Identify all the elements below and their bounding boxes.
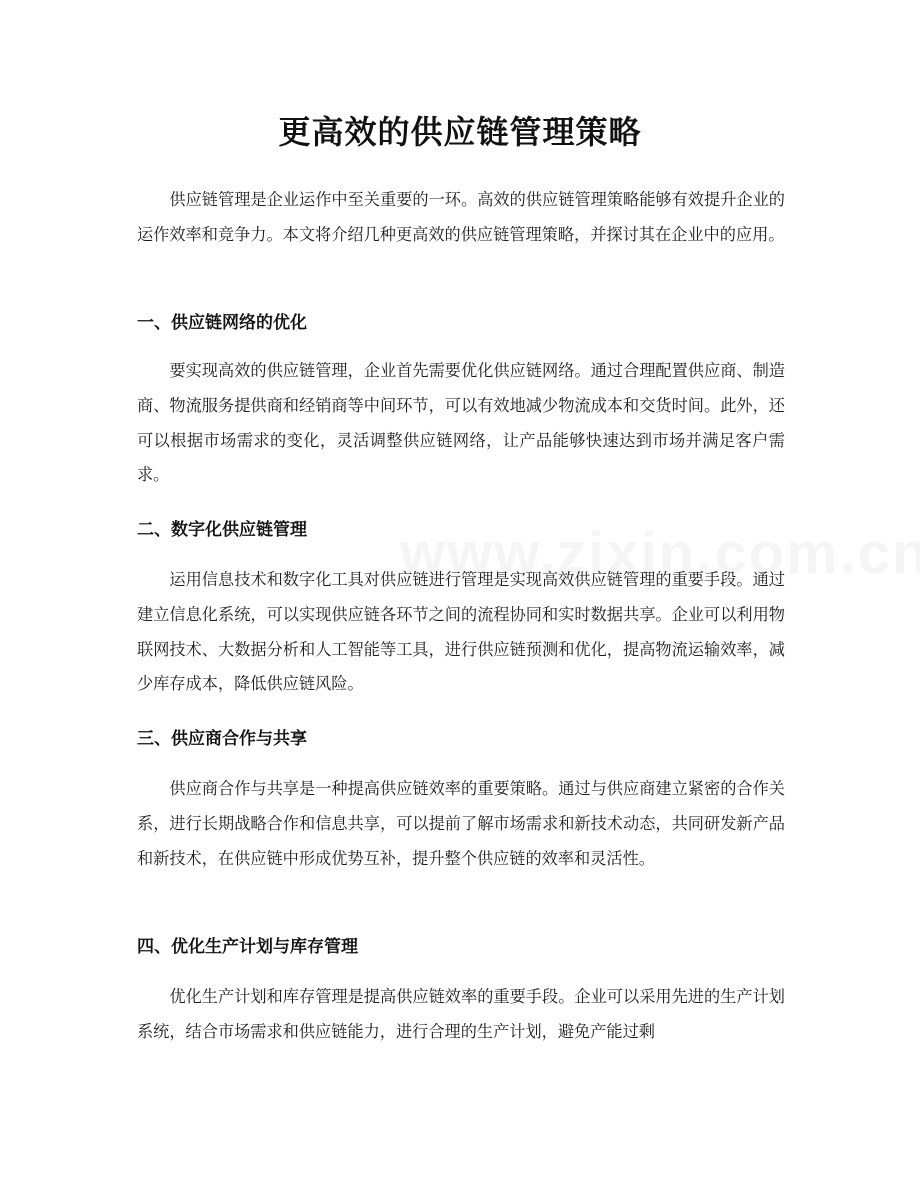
section-body-2: 运用信息技术和数字化工具对供应链进行管理是实现高效供应链管理的重要手段。通过建立信息化系统，可以实现供应链各环节之间的流程协同和实时数据共享。企业可以利用物联网技术、大数据分析和人工智能等工具，进行供应链预测和优化，提高物流运输效率，减少库存成本，降低供应链风险。 xyxy=(137,570,785,694)
intro-paragraph: 供应链管理是企业运作中至关重要的一环。高效的供应链管理策略能够有效提升企业的运作效率和竞争力。本文将介绍几种更高效的供应链管理策略，并探讨其在企业中的应用。 xyxy=(137,190,785,244)
section-body-4: 优化生产计划和库存管理是提高供应链效率的重要手段。企业可以采用先进的生产计划系统，结合市场需求和供应链能力，进行合理的生产计划，避免产能过剩 xyxy=(137,987,785,1041)
document-title: 更高效的供应链管理策略 xyxy=(278,113,642,151)
section-heading-3: 三、供应商合作与共享 xyxy=(137,729,307,749)
section-heading-4: 四、优化生产计划与库存管理 xyxy=(137,937,358,957)
section-heading-1: 一、供应链网络的优化 xyxy=(137,313,307,333)
section-heading-2: 二、数字化供应链管理 xyxy=(137,520,307,540)
section-body-3: 供应商合作与共享是一种提高供应链效率的重要策略。通过与供应商建立紧密的合作关系，进行长期战略合作和信息共享，可以提前了解市场需求和新技术动态，共同研发新产品和新技术，在供应链中形成优势互补，提升整个供应链的效率和灵活性。 xyxy=(137,779,785,868)
section-body-1: 要实现高效的供应链管理，企业首先需要优化供应链网络。通过合理配置供应商、制造商、物流服务提供商和经销商等中间环节，可以有效地减少物流成本和交货时间。此外，还可以根据市场需求的变化，灵活调整供应链网络，让产品能够快速达到市场并满足客户需求。 xyxy=(137,361,785,485)
